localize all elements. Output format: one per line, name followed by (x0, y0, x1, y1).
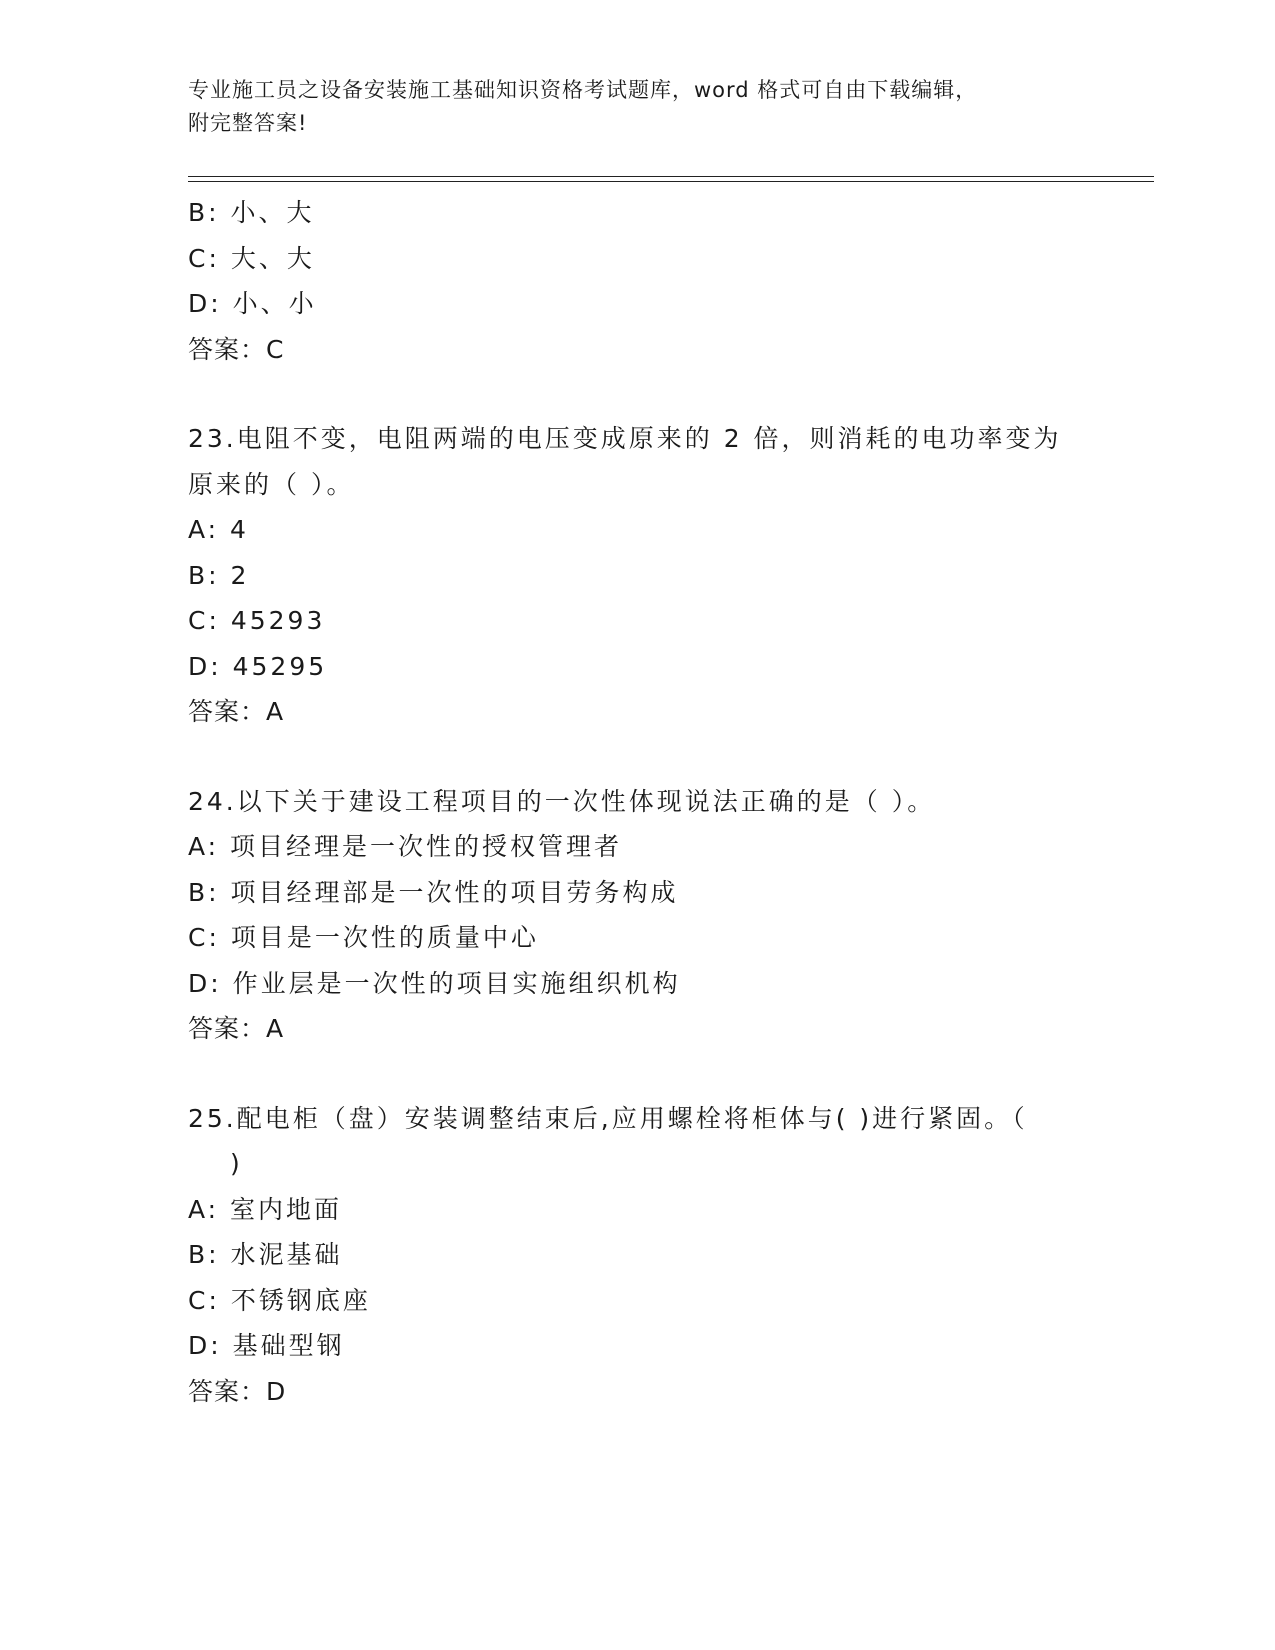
header-line-1: 专业施工员之设备安装施工基础知识资格考试题库，word 格式可自由下载编辑， (188, 78, 978, 102)
option-d: D: 小、小 (188, 289, 317, 318)
question-24 (188, 779, 1088, 1052)
option-a: A: 项目经理是一次性的授权管理者 (188, 832, 623, 861)
option-b: B: 项目经理部是一次性的项目劳务构成 (188, 877, 679, 907)
header-line-2: 附完整答案! (188, 111, 308, 135)
question-stem: 24.以下关于建设工程项目的一次性体现说法正确的是（ ）。 (188, 786, 936, 816)
option-c: C: 不锈钢底座 (188, 1285, 371, 1315)
option-c: C: 项目是一次性的质量中心 (188, 923, 539, 952)
option-a: A: 4 (188, 515, 249, 544)
question-25 (188, 1096, 1088, 1415)
option-b: B: 水泥基础 (188, 1240, 343, 1269)
question-23 (188, 416, 1088, 735)
option-d: D: 基础型钢 (188, 1331, 345, 1360)
question-22 (188, 190, 1088, 372)
answer: 答案：D (188, 1376, 287, 1406)
header-double-rule (188, 176, 1154, 182)
option-d: D: 作业层是一次性的项目实施组织机构 (188, 968, 681, 998)
option-b: B: 2 (188, 560, 250, 590)
page-header (188, 74, 1068, 140)
question-content (188, 190, 1088, 1414)
question-stem-cont: 原来的（ ）。 (188, 469, 355, 499)
option-c: C: 45293 (188, 606, 326, 635)
answer: 答案：A (188, 1014, 285, 1043)
option-c: C: 大、大 (188, 243, 315, 273)
option-d: D: 45295 (188, 651, 328, 681)
question-stem: 23.电阻不变，电阻两端的电压变成原来的 2 倍，则消耗的电功率变为 (188, 424, 1062, 453)
question-stem: 25.配电柜（盘）安装调整结束后,应用螺栓将柜体与( )进行紧固。（ (188, 1103, 1028, 1133)
answer: 答案：C (188, 334, 285, 364)
question-stem-cont: ) (230, 1149, 243, 1178)
option-a: A: 室内地面 (188, 1194, 343, 1224)
option-b: B: 小、大 (188, 198, 315, 227)
answer: 答案：A (188, 697, 285, 726)
